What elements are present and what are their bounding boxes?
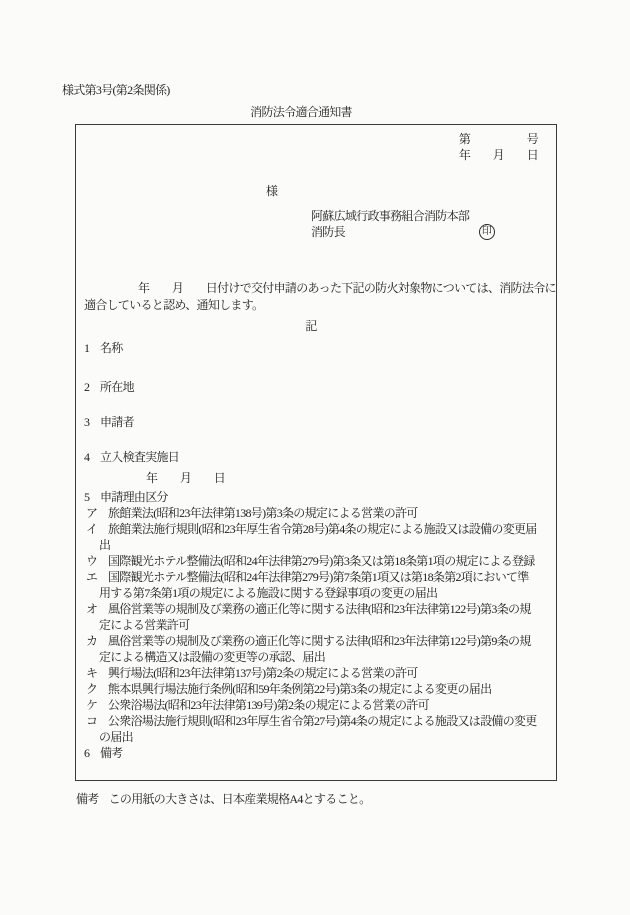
body-paragraph-line1: 年 月 日付けで交付申請のあった下記の防火対象物については、消防法令に xyxy=(138,281,556,295)
reason-kana: キ xyxy=(86,666,98,680)
addressee-line xyxy=(84,183,538,199)
item-label: 名称 xyxy=(100,341,123,355)
issuer-title-line xyxy=(311,224,538,240)
reason-kana: エ xyxy=(86,570,98,584)
reason-item-ko xyxy=(84,713,538,745)
item-number: 2 xyxy=(84,380,90,394)
footer-note-text: この用紙の大きさは、日本産業規格A4とすること。 xyxy=(108,792,371,806)
reason-text: 興行場法(昭和23年法律第137号)第2条の規定による営業の許可 xyxy=(108,666,418,680)
footer-note xyxy=(76,791,370,807)
item-name xyxy=(84,340,538,356)
item-label: 申請理由区分 xyxy=(100,490,168,504)
reason-text: 風俗営業等の規制及び業務の適正化等に関する法律(昭和23年法律第122号)第9条の規定による構造又は設備の変更等の承認、届出 xyxy=(99,634,531,664)
item-number: 4 xyxy=(84,450,90,464)
item-number: 1 xyxy=(84,341,90,355)
item-number: 3 xyxy=(84,415,90,429)
reason-item-u xyxy=(84,553,538,569)
body-paragraph-line2: 適合していると認め、通知します。 xyxy=(84,298,264,312)
reason-kana: カ xyxy=(86,634,98,648)
item-number: 6 xyxy=(84,746,90,760)
reason-text: 公衆浴場法施行規則(昭和23年厚生省令第27号)第4条の規定による施設又は設備の変更の届出 xyxy=(99,714,537,744)
reason-text: 国際観光ホテル整備法(昭和24年法律第279号)第3条又は第18条第1項の規定による登録 xyxy=(108,554,535,568)
reason-text: 公衆浴場法(昭和23年法律第139号)第2条の規定による営業の許可 xyxy=(108,698,429,712)
item-inspection-date xyxy=(84,449,538,465)
issuer-title: 消防長 xyxy=(311,225,345,239)
form-number-label: 様式第3号(第2条関係) xyxy=(62,83,170,97)
reason-text: 旅館業法(昭和23年法律第138号)第3条の規定による営業の許可 xyxy=(108,506,418,520)
footer-note-label: 備考 xyxy=(76,792,99,806)
reason-kana: コ xyxy=(86,714,98,728)
reason-item-ka xyxy=(84,633,538,665)
reason-item-o xyxy=(84,601,538,633)
reason-item-ki xyxy=(84,665,538,681)
notification-box xyxy=(75,124,557,781)
item-applicant xyxy=(84,414,538,430)
reason-kana: イ xyxy=(86,522,98,536)
item-list xyxy=(84,340,538,761)
document-title: 消防法令適合通知書 xyxy=(250,105,352,119)
document-number-line: 第 号 xyxy=(458,132,538,146)
item-number: 5 xyxy=(84,490,90,504)
item-label: 申請者 xyxy=(100,415,134,429)
reason-kana: ウ xyxy=(86,554,98,568)
item-label: 所在地 xyxy=(100,380,134,394)
reason-kana: ク xyxy=(86,682,98,696)
item-reason-category xyxy=(84,489,538,505)
issuer-organization: 阿蘇広域行政事務組合消防本部 xyxy=(311,209,470,223)
item-remarks xyxy=(84,745,538,761)
issuer-block xyxy=(84,208,538,240)
item-label: 立入検査実施日 xyxy=(100,450,180,464)
reason-item-ke xyxy=(84,697,538,713)
item-location xyxy=(84,379,538,395)
item-label: 備考 xyxy=(100,746,123,760)
record-marker: 記 xyxy=(305,319,317,333)
seal-stamp-icon: 印 xyxy=(479,224,495,240)
reason-text: 熊本県興行場法施行条例(昭和59年条例第22号)第3条の規定による変更の届出 xyxy=(108,682,492,696)
addressee-honorific: 様 xyxy=(266,184,278,198)
reason-text: 風俗営業等の規制及び業務の適正化等に関する法律(昭和23年法律第122号)第3条の規定による営業許可 xyxy=(99,602,531,632)
reason-text: 旅館業法施行規則(昭和23年厚生省令第28号)第4条の規定による施設又は設備の変更届出 xyxy=(99,522,537,552)
reason-item-ku xyxy=(84,681,538,697)
reason-item-i xyxy=(84,521,538,553)
reason-text: 国際観光ホテル整備法(昭和24年法律第279号)第7条第1項又は第18条第2項において準用する第7条第1項の規定による施設に関する登録事項の変更の届出 xyxy=(99,570,529,600)
issue-date-line: 年 月 日 xyxy=(458,148,538,162)
reason-kana: ケ xyxy=(86,698,98,712)
reason-item-e xyxy=(84,569,538,601)
body-paragraph xyxy=(84,280,556,314)
reason-item-a xyxy=(84,505,538,521)
reason-kana: オ xyxy=(86,602,98,616)
reason-kana: ア xyxy=(86,506,98,520)
inspection-date-blank-line: 年 月 日 xyxy=(146,471,226,485)
